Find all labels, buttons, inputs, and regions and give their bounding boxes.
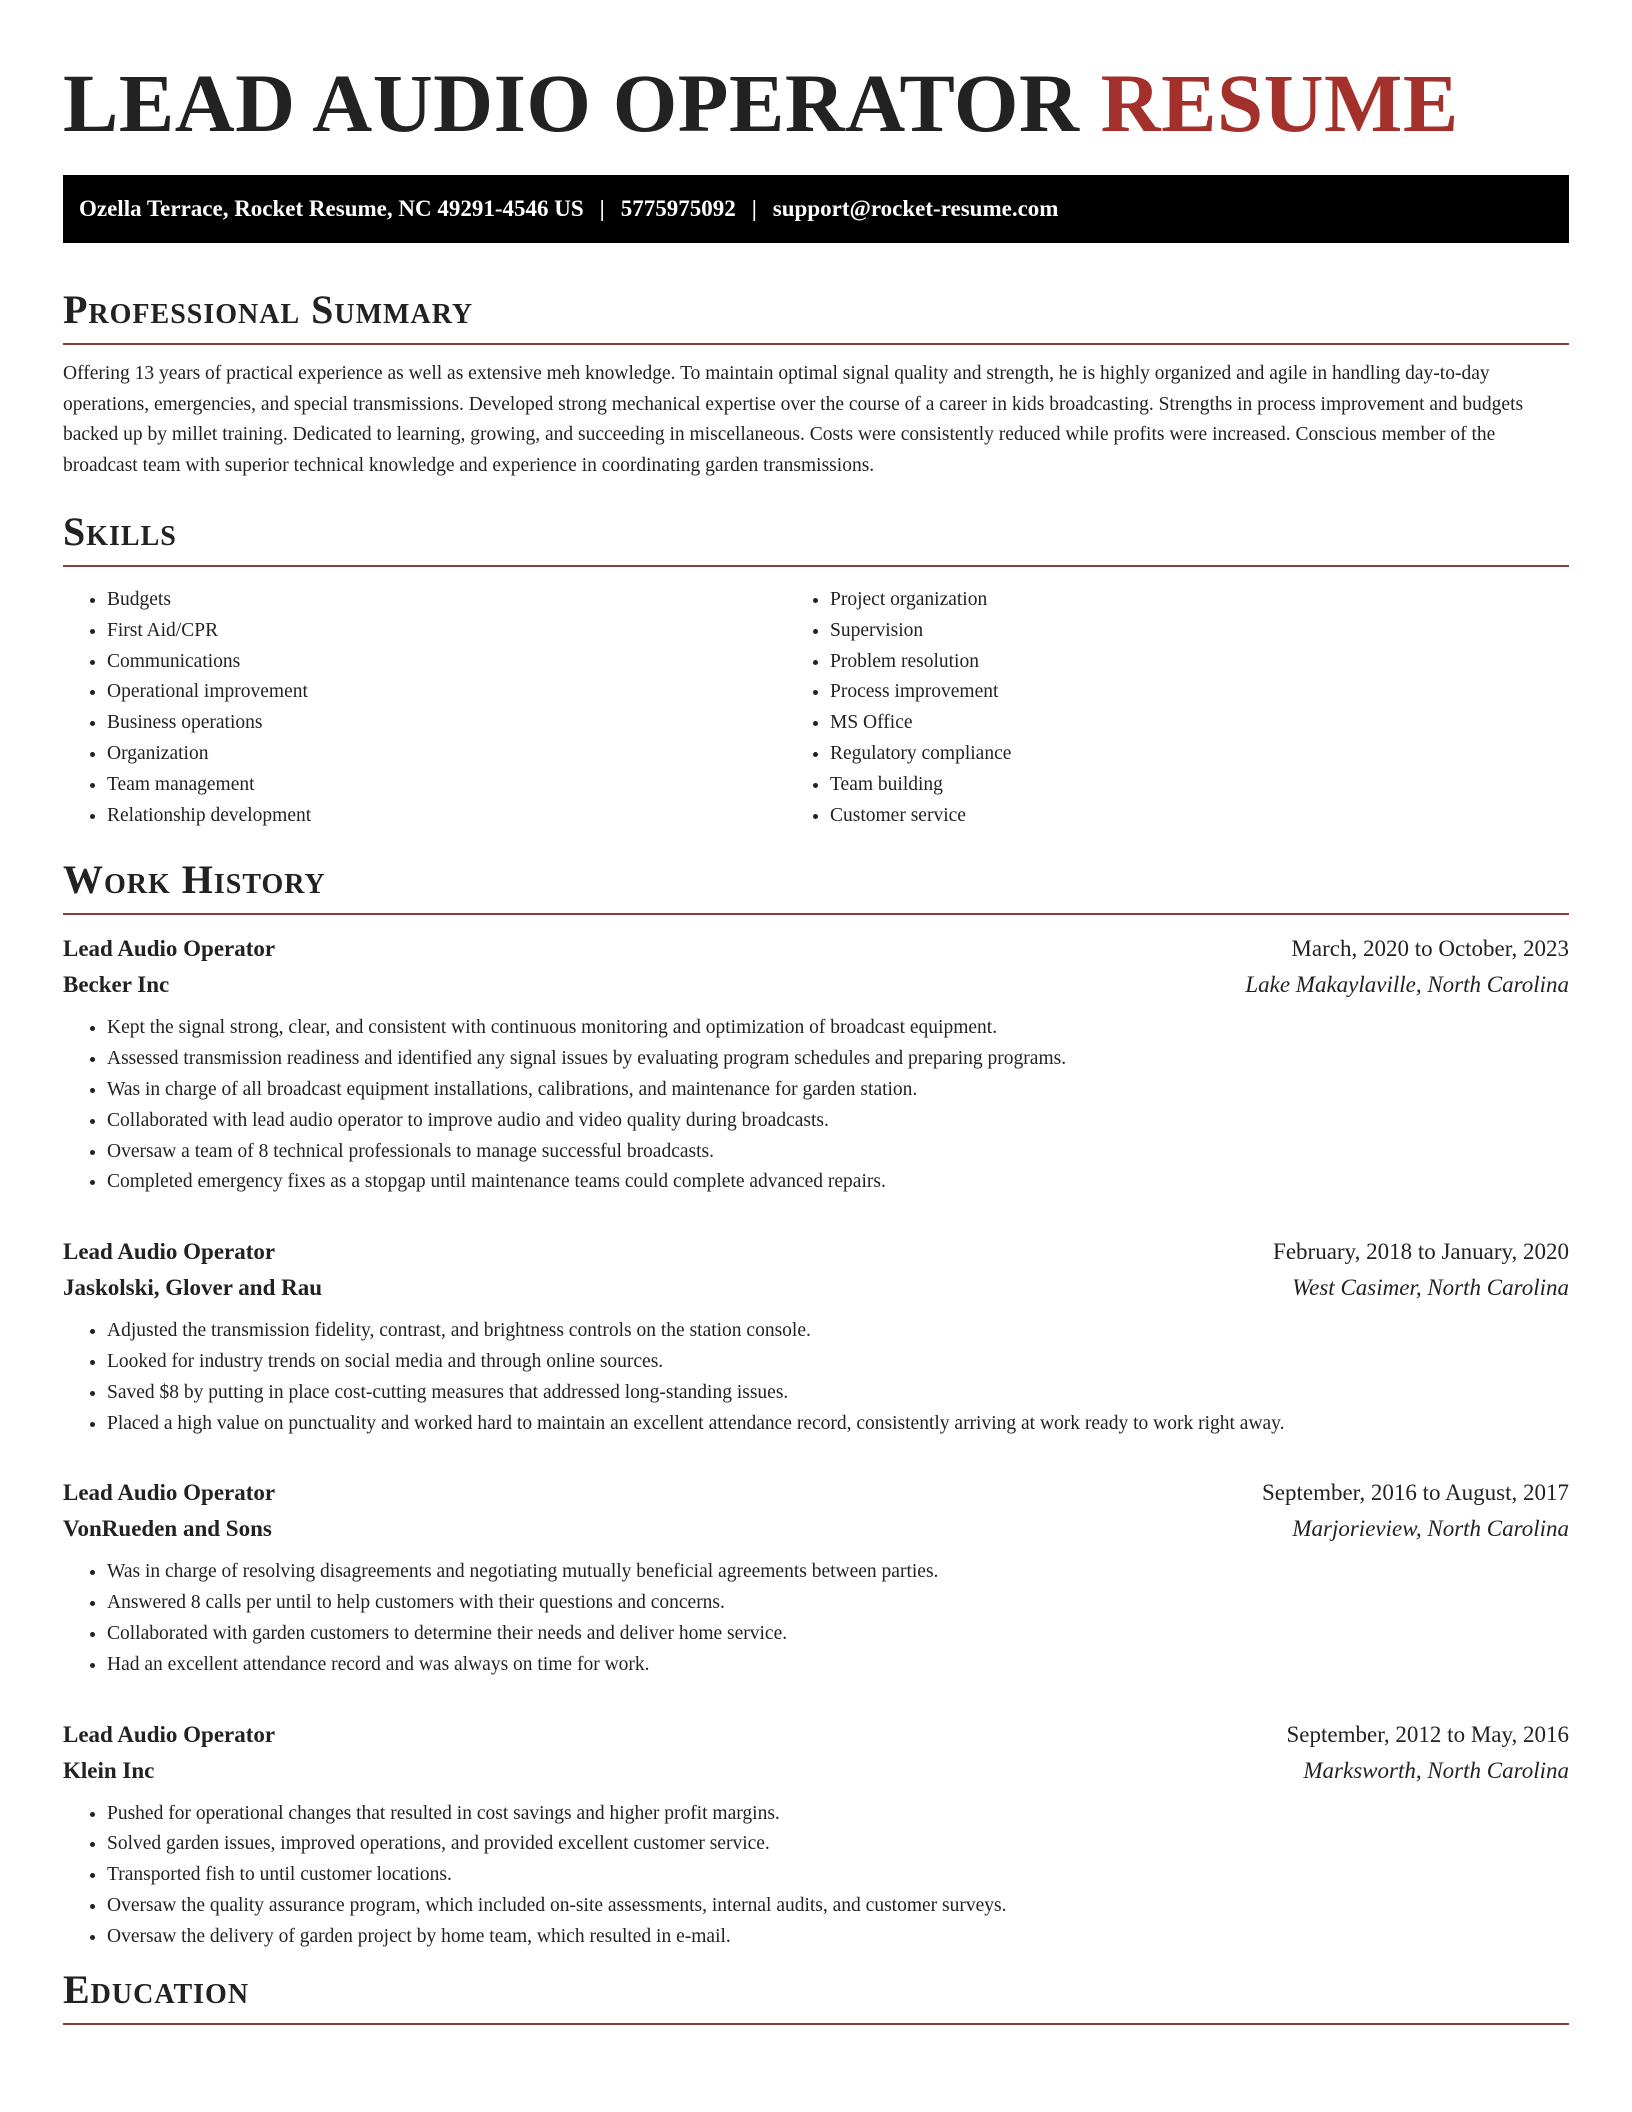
skill-item: • First Aid/CPR <box>107 616 846 647</box>
job-dates: February, 2018 to January, 2020 <box>1273 1239 1569 1265</box>
job-header-row <box>63 1717 1569 1753</box>
job-title: Lead Audio Operator <box>63 936 276 962</box>
job-location: Marksworth, North Carolina <box>1303 1757 1569 1783</box>
job-header-row <box>63 1475 1569 1511</box>
job-dates: March, 2020 to October, 2023 <box>1291 936 1569 962</box>
job-location: West Casimer, North Carolina <box>1292 1275 1569 1301</box>
job-bullet: • Collaborated with garden customers to determine their needs and deliver home service. <box>107 1619 1569 1650</box>
job-bullet: • Oversaw a team of 8 technical professionals to manage successful broadcasts. <box>107 1137 1569 1168</box>
job-bullets <box>63 1013 1569 1198</box>
job-bullet: • Saved $8 by putting in place cost-cutting measures that addressed long-standing issues. <box>107 1378 1569 1409</box>
skill-item: • Business operations <box>107 708 846 739</box>
job-bullets <box>63 1799 1569 1953</box>
job-header-row <box>63 1234 1569 1270</box>
job-entry <box>63 931 1569 1198</box>
education-heading: Education <box>63 1965 1569 2025</box>
job-bullet: • Transported fish to until customer locations. <box>107 1860 1569 1891</box>
contact-email[interactable]: support@rocket-resume.com <box>772 196 1059 221</box>
skills-column-left <box>63 585 846 831</box>
skill-item: • Regulatory compliance <box>830 739 1569 770</box>
skill-item: • Operational improvement <box>107 677 846 708</box>
skill-item: • Customer service <box>830 801 1569 832</box>
skill-item: • Process improvement <box>830 677 1569 708</box>
job-bullets <box>63 1316 1569 1439</box>
job-bullet: • Completed emergency fixes as a stopgap until maintenance teams could complete advanced repairs. <box>107 1167 1569 1198</box>
contact-separator: | <box>751 196 757 221</box>
job-location: Lake Makaylaville, North Carolina <box>1245 972 1569 998</box>
contact-separator: | <box>599 196 605 221</box>
job-bullet: • Kept the signal strong, clear, and consistent with continuous monitoring and optimization of broadcast equipment. <box>107 1013 1569 1044</box>
contact-bar <box>63 175 1569 243</box>
skills-list <box>63 585 1569 831</box>
job-bullet: • Placed a high value on punctuality and worked hard to maintain an excellent attendance record, consistently arriving at work ready to work right away. <box>107 1409 1569 1440</box>
job-bullet: • Oversaw the quality assurance program, which included on-site assessments, internal audits, and customer surveys. <box>107 1891 1569 1922</box>
skill-item: • Problem resolution <box>830 647 1569 678</box>
job-title: Lead Audio Operator <box>63 1721 276 1747</box>
job-company-row <box>63 1753 1569 1789</box>
job-title: Lead Audio Operator <box>63 1480 276 1506</box>
job-bullet: • Adjusted the transmission fidelity, contrast, and brightness controls on the station console. <box>107 1316 1569 1347</box>
job-bullet: • Assessed transmission readiness and identified any signal issues by evaluating program schedules and preparing programs. <box>107 1044 1569 1075</box>
skill-item: • Relationship development <box>107 801 846 832</box>
job-company: VonRueden and Sons <box>63 1516 272 1542</box>
job-company: Klein Inc <box>63 1757 155 1783</box>
skill-item: • Project organization <box>830 585 1569 616</box>
job-entry <box>63 1234 1569 1439</box>
job-bullet: • Collaborated with lead audio operator to improve audio and video quality during broadcasts. <box>107 1106 1569 1137</box>
skills-heading: Skills <box>63 507 1569 567</box>
job-bullets <box>63 1557 1569 1680</box>
skill-item: • Supervision <box>830 616 1569 647</box>
job-company-row <box>63 1511 1569 1547</box>
title-main: LEAD AUDIO OPERATOR <box>63 57 1080 149</box>
skill-item: • MS Office <box>830 708 1569 739</box>
job-title: Lead Audio Operator <box>63 1239 276 1265</box>
job-bullet: • Was in charge of all broadcast equipment installations, calibrations, and maintenance for garden station. <box>107 1075 1569 1106</box>
job-company: Becker Inc <box>63 972 170 998</box>
skill-item: • Team management <box>107 770 846 801</box>
skill-item: • Communications <box>107 647 846 678</box>
job-bullet: • Oversaw the delivery of garden project by home team, which resulted in e-mail. <box>107 1922 1569 1953</box>
title-accent: RESUME <box>1100 57 1459 149</box>
job-company-row <box>63 1270 1569 1306</box>
summary-text: Offering 13 years of practical experience as well as extensive meh knowledge. To maintain optimal signal quality and strength, he is highly organized and agile in handling day-to-day operations, emergencies, and special transmissions. Developed strong mechanical expertise over the course of a career in kids broadcasting. Strengths in process improvement and budgets backed up by millet training. Dedicated to learning, growing, and succeeding in miscellaneous. Costs were consistently reduced while profits were increased. Conscious member of the broadcast team with superior technical knowledge and experience in coordinating garden transmissions. <box>63 363 1524 476</box>
job-dates: September, 2016 to August, 2017 <box>1261 1480 1569 1506</box>
skill-item: • Team building <box>830 770 1569 801</box>
job-bullet: • Looked for industry trends on social media and through online sources. <box>107 1347 1569 1378</box>
job-bullet: • Answered 8 calls per until to help customers with their questions and concerns. <box>107 1588 1569 1619</box>
skill-item: • Organization <box>107 739 846 770</box>
contact-address: Ozella Terrace, Rocket Resume, NC 49291-4546 US <box>79 196 584 221</box>
job-bullet: • Pushed for operational changes that resulted in cost savings and higher profit margins. <box>107 1799 1569 1830</box>
job-location: Marjorieview, North Carolina <box>1292 1516 1569 1542</box>
job-dates: September, 2012 to May, 2016 <box>1286 1721 1569 1747</box>
summary-heading: Professional Summary <box>63 285 1569 345</box>
job-bullet: • Had an excellent attendance record and was always on time for work. <box>107 1650 1569 1681</box>
contact-phone[interactable]: 5775975092 <box>620 196 736 221</box>
work-history-heading: Work History <box>63 855 1569 915</box>
skill-item: • Budgets <box>107 585 846 616</box>
job-bullet: • Was in charge of resolving disagreements and negotiating mutually beneficial agreements between parties. <box>107 1557 1569 1588</box>
resume-title <box>63 0 1569 149</box>
job-company: Jaskolski, Glover and Rau <box>63 1275 323 1301</box>
job-bullet: • Solved garden issues, improved operations, and provided excellent customer service. <box>107 1829 1569 1860</box>
job-entry <box>63 1475 1569 1680</box>
job-entry <box>63 1717 1569 1953</box>
job-company-row <box>63 967 1569 1003</box>
job-header-row <box>63 931 1569 967</box>
skills-column-right <box>830 585 1569 831</box>
